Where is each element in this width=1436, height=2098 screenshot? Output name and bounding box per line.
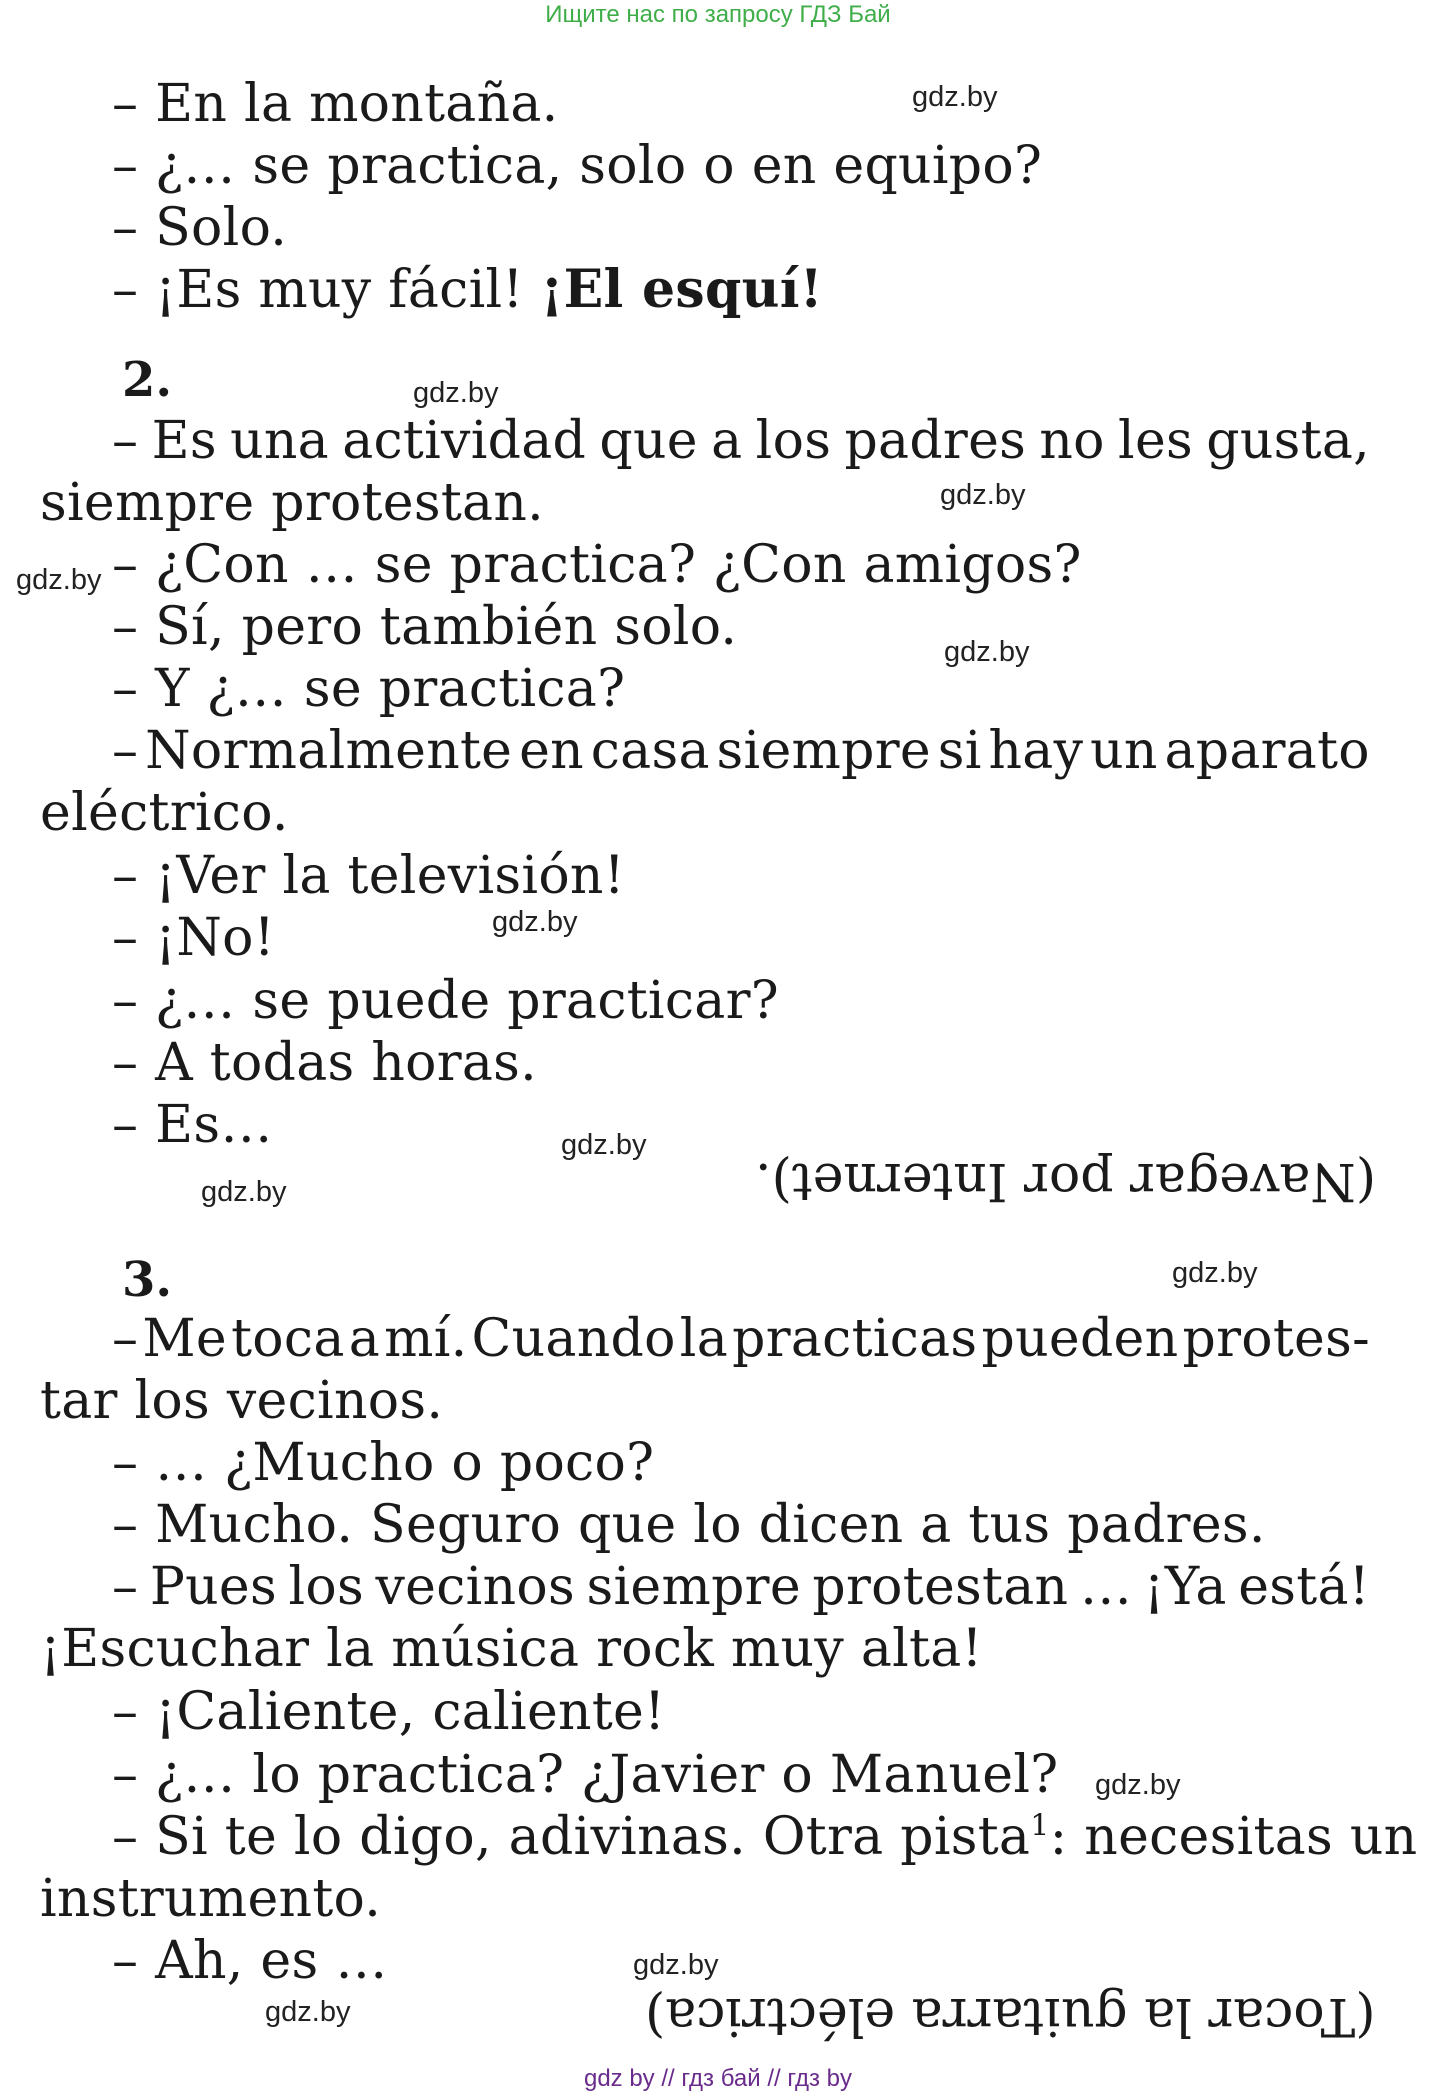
watermark: gdz.by: [201, 1176, 287, 1208]
watermark: gdz.by: [1095, 1769, 1181, 1801]
dialogue-line-justified: [112, 410, 1370, 472]
dialogue-line: – A todas horas.: [112, 1033, 537, 1093]
dialogue-line-justified: [112, 1806, 1418, 1868]
word: hay: [988, 721, 1084, 781]
watermark: gdz.by: [413, 377, 499, 409]
word: una: [230, 411, 329, 471]
dialogue-line: – Ah, es …: [112, 1931, 388, 1991]
word: …: [1079, 1557, 1133, 1617]
word: ¡Ya: [1143, 1557, 1227, 1617]
watermark: gdz.by: [16, 564, 102, 596]
section-number: 2.: [122, 352, 173, 408]
word: siempre: [716, 721, 931, 781]
dialogue-line: instrumento.: [40, 1869, 382, 1929]
upside-down-answer: (Navegar por Internet).: [754, 1151, 1376, 1211]
dialogue-line: – Mucho. Seguro que lo dicen a tus padres.: [112, 1495, 1266, 1555]
word: la: [679, 1309, 729, 1369]
word: protestan: [812, 1557, 1069, 1617]
dialogue-line-justified: [112, 1556, 1370, 1618]
watermark: gdz.by: [1172, 1257, 1258, 1289]
dialogue-line: – Sí, pero también solo.: [112, 597, 738, 657]
dialogue-line: – ¿Con … se practica? ¿Con amigos?: [112, 535, 1082, 595]
word: Pues: [149, 1557, 277, 1617]
dialogue-line: – Solo.: [112, 198, 288, 258]
word: que: [599, 411, 698, 471]
text-part: – Si te lo digo, adivinas. Otra pista: [112, 1807, 1031, 1867]
word: les: [1118, 411, 1194, 471]
word: a: [711, 411, 743, 471]
dialogue-line: eléctrico.: [40, 783, 289, 843]
dialogue-line: siempre protestan.: [40, 473, 544, 533]
word: los: [288, 1557, 364, 1617]
word: Cuando: [471, 1309, 676, 1369]
watermark: gdz.by: [944, 636, 1030, 668]
word: si: [937, 721, 982, 781]
dialogue-line-justified: [112, 1308, 1370, 1370]
dialogue-line: – ¿… se puede practicar?: [112, 971, 779, 1031]
dialogue-line: – En la montaña.: [112, 74, 559, 134]
footnote-marker: 1: [1030, 1808, 1050, 1844]
word: mí.: [384, 1309, 468, 1369]
watermark: gdz.by: [912, 81, 998, 113]
word: aparato: [1164, 721, 1370, 781]
top-banner: Ищите нас по запросу ГДЗ Бай: [545, 1, 891, 28]
dialogue-line: – Es…: [112, 1095, 273, 1155]
watermark: gdz.by: [940, 479, 1026, 511]
dialogue-line: – ¿… lo practica? ¿Javier o Manuel?: [112, 1745, 1059, 1805]
dialogue-line-justified: [112, 720, 1370, 782]
watermark: gdz.by: [633, 1949, 719, 1981]
dialogue-line: – Y ¿… se practica?: [112, 659, 626, 719]
word: actividad: [342, 411, 587, 471]
watermark: gdz.by: [561, 1129, 647, 1161]
dialogue-line: – ¡Ver la televisión!: [112, 846, 625, 906]
word: no: [1039, 411, 1105, 471]
word: Es: [151, 411, 217, 471]
word: practicas: [732, 1309, 978, 1369]
word: casa: [590, 721, 710, 781]
word: los: [755, 411, 832, 471]
watermark: gdz.by: [265, 1996, 351, 2028]
word: a: [348, 1309, 381, 1369]
answer-bold: ¡El esquí!: [540, 259, 823, 320]
watermark: gdz.by: [492, 906, 578, 938]
word: está!: [1238, 1557, 1370, 1617]
word: padres: [844, 411, 1027, 471]
word: en: [519, 721, 584, 781]
word: –: [112, 1557, 139, 1617]
word: –: [112, 411, 139, 471]
word: vecinos: [375, 1557, 575, 1617]
dialogue-line: – … ¿Mucho o poco?: [112, 1433, 655, 1493]
dialogue-line: – ¿… se practica, solo o en equipo?: [112, 136, 1043, 196]
word: siempre: [586, 1557, 801, 1617]
word: gusta,: [1206, 411, 1370, 471]
word: protes-: [1182, 1309, 1370, 1369]
dialogue-text: [112, 1806, 1417, 1868]
section-number: 3.: [122, 1252, 173, 1308]
word: pueden: [981, 1309, 1179, 1369]
dialogue-line-answer: [112, 259, 823, 321]
dialogue-text: – ¡Es muy fácil!: [112, 260, 541, 320]
dialogue-line: tar los vecinos.: [40, 1371, 444, 1431]
word: Normalmente: [145, 721, 513, 781]
word: –: [112, 721, 139, 781]
text-part: : necesitas un: [1049, 1807, 1418, 1867]
word: –: [112, 1309, 139, 1369]
word: Me: [142, 1309, 228, 1369]
dialogue-line: – ¡Caliente, caliente!: [112, 1682, 666, 1742]
dialogue-line: ¡Escuchar la música rock muy alta!: [40, 1619, 983, 1679]
word: toca: [231, 1309, 345, 1369]
dialogue-line: – ¡No!: [112, 908, 275, 968]
upside-down-answer: (Tocar la guitarra eléctrica): [645, 1986, 1376, 2046]
word: un: [1090, 721, 1158, 781]
bottom-banner: gdz by // гдз бай // гдз by: [583, 2065, 853, 2092]
